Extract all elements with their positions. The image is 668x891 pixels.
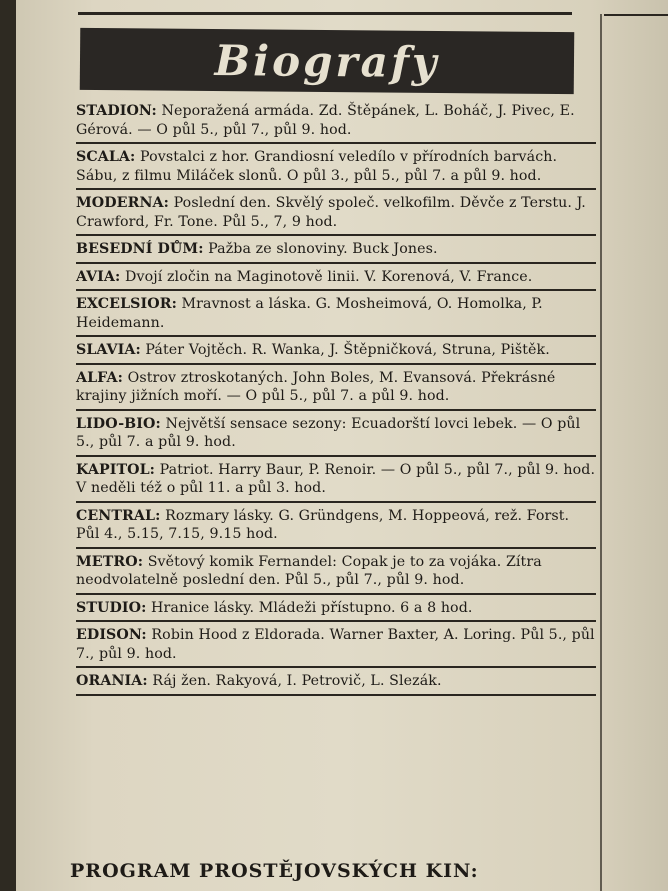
listing-entry-studio — [76, 597, 596, 623]
listing-entry-metro — [76, 551, 596, 595]
cinema-name: STUDIO: — [76, 599, 147, 616]
entry-text: Mravnost a láska. G. Mosheimová, O. Homolka, P. Heidemann. — [76, 296, 543, 331]
listing-entry-lido-bio — [76, 413, 596, 457]
cinema-name: SCALA: — [76, 149, 136, 165]
cinema-name: KAPITOL: — [76, 461, 155, 478]
section-banner — [80, 28, 575, 94]
entry-text: Povstalci z hor. Grandiosní veledílo v přírodních barvách. Sábu, z filmu Miláček slonů. O půl 3., půl 5., půl 7. a půl 9. hod. — [76, 149, 558, 184]
listing-entry-scala — [76, 146, 596, 190]
entry-text: Pažba ze slonoviny. Buck Jones. — [208, 241, 438, 257]
cinema-listing — [76, 100, 596, 698]
next-section-heading: PROGRAM PROSTĚJOVSKÝCH KIN: — [70, 860, 479, 882]
column-rule — [600, 14, 602, 891]
section-title: Biografy — [214, 35, 440, 87]
entry-text: Největší sensace sezony: Ecuadorští lovci lebek. — O půl 5., půl 7. a půl 9. hod. — [76, 415, 581, 450]
cinema-name: CENTRAL: — [76, 507, 161, 524]
entry-text: Ráj žen. Rakyová, I. Petrovič, L. Slezák. — [152, 673, 442, 689]
cinema-name: STADION: — [76, 103, 157, 119]
cinema-name: AVIA: — [76, 268, 121, 285]
cinema-name: BESEDNÍ DŮM: — [76, 241, 204, 257]
cinema-name: EXCELSIOR: — [76, 296, 177, 312]
entry-text: Dvojí zločin na Maginotově linii. V. Korenová, V. France. — [125, 268, 533, 285]
entry-text: Ostrov ztroskotaných. John Boles, M. Evansová. Překrásné krajiny jižních moří. — O půl 5., půl 7. a půl 9. hod. — [76, 369, 556, 404]
entry-text: Rozmary lásky. G. Gründgens, M. Hoppeová, rež. Forst. Půl 4., 5.15, 7.15, 9.15 hod. — [76, 507, 570, 542]
listing-entry-excelsior — [76, 293, 596, 337]
listing-entry-stadion — [76, 100, 596, 144]
cinema-name: MODERNA: — [76, 195, 169, 211]
cinema-name: METRO: — [76, 553, 144, 570]
entry-text: Poslední den. Skvělý společ. velkofilm. Děvče z Terstu. J. Crawford, Fr. Tone. Půl 5., 7, 9 hod. — [76, 195, 586, 230]
entry-text: Světový komik Fernandel: Copak je to za vojáka. Zítra neodvolatelně poslední den. Půl 5., půl 7., půl 9. hod. — [76, 553, 542, 588]
cinema-name: ALFA: — [76, 369, 123, 386]
listing-entry-edison — [76, 624, 596, 668]
entry-text: Neporažená armáda. Zd. Štěpánek, L. Boháč, J. Pivec, E. Gérová. — O půl 5., půl 7., půl 9. hod. — [76, 103, 575, 138]
cinema-name: EDISON: — [76, 627, 147, 643]
listing-entry-slavia — [76, 339, 596, 365]
listing-entry-orania — [76, 670, 596, 696]
cinema-name: LIDO-BIO: — [76, 415, 161, 432]
entry-text: Páter Vojtěch. R. Wanka, J. Štěpničková, Struna, Pištěk. — [145, 342, 550, 358]
listing-entry-kapitol — [76, 459, 596, 503]
listing-entry-moderna — [76, 192, 596, 236]
cinema-name: SLAVIA: — [76, 342, 141, 358]
entry-text: Hranice lásky. Mládeži přístupno. 6 a 8 hod. — [151, 599, 473, 616]
listing-entry-besedni-dum — [76, 238, 596, 264]
top-rule-right — [604, 14, 668, 16]
top-rule — [78, 12, 572, 15]
listing-entry-alfa — [76, 367, 596, 411]
entry-text: Patriot. Harry Baur, P. Renoir. — O půl 5., půl 7., půl 9. hod. V neděli též o půl 11. a půl 3. hod. — [76, 461, 596, 496]
entry-text: Robin Hood z Eldorada. Warner Baxter, A. Loring. Půl 5., půl 7., půl 9. hod. — [76, 627, 595, 662]
cinema-name: ORANIA: — [76, 673, 148, 689]
listing-entry-central — [76, 505, 596, 549]
newspaper-page — [16, 0, 668, 891]
listing-entry-avia — [76, 266, 596, 292]
